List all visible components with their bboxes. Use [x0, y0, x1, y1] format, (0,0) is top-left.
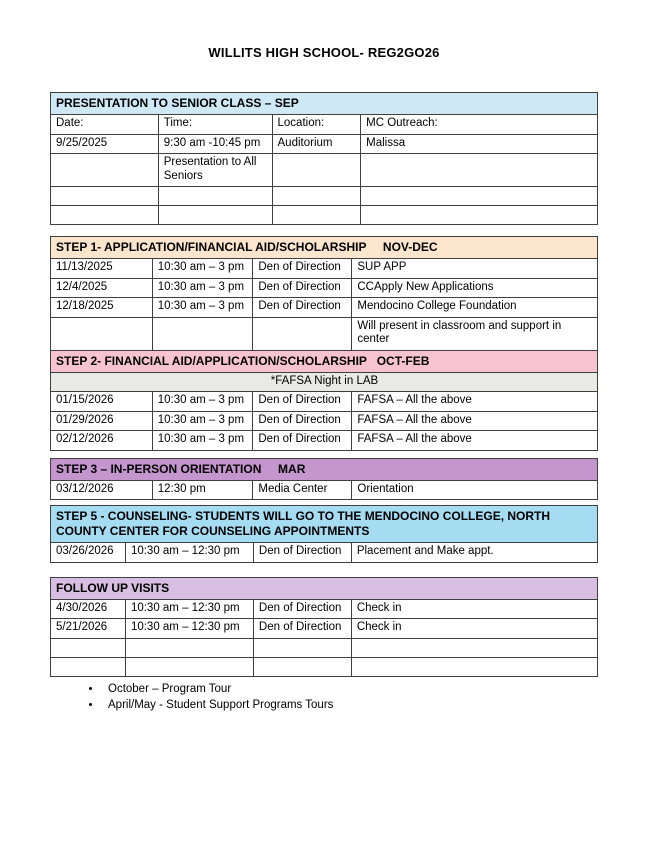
section-banner: STEP 1- APPLICATION/FINANCIAL AID/SCHOLARSHIP NOV-DEC [51, 237, 598, 259]
page-title: WILLITS HIGH SCHOOL- REG2GO26 [208, 45, 440, 60]
table-cell [51, 187, 159, 206]
table-cell: 10:30 am – 12:30 pm [125, 599, 253, 619]
table-cell [51, 317, 153, 350]
table-cell: Auditorium [272, 134, 361, 154]
section-follow-up-visits [50, 577, 598, 677]
section-presentation-to-senior-class [50, 92, 598, 225]
table-cell: 10:30 am – 3 pm [152, 392, 253, 412]
table-cell [351, 638, 597, 657]
note-item: • October – Program Tour [102, 682, 598, 696]
table-cell: CCApply New Applications [352, 278, 598, 298]
table-cell: Date: [51, 115, 159, 135]
table-cell [125, 657, 253, 676]
table-cell: 9:30 am -10:45 pm [158, 134, 272, 154]
section-banner: STEP 2- FINANCIAL AID/APPLICATION/SCHOLARSHIP OCT-FEB [51, 350, 598, 372]
table-row [51, 577, 598, 599]
table-cell: 10:30 am – 3 pm [152, 259, 253, 279]
table-row [51, 506, 598, 543]
document-content [50, 92, 598, 712]
table-cell [361, 154, 598, 187]
table-row [51, 134, 598, 154]
table-cell: Den of Direction [253, 431, 352, 451]
table-row [51, 187, 598, 206]
section-step-1-and-step-2 [50, 236, 598, 451]
table-cell [51, 638, 126, 657]
table-row [51, 206, 598, 225]
table-cell: 9/25/2025 [51, 134, 159, 154]
table-cell: Location: [272, 115, 361, 135]
table-cell: Orientation [352, 480, 598, 500]
table-cell: Placement and Make appt. [351, 543, 597, 563]
section-banner: FOLLOW UP VISITS [51, 577, 598, 599]
table-cell: 12:30 pm [152, 480, 253, 500]
table-cell: FAFSA – All the above [352, 411, 598, 431]
table-cell: 10:30 am – 12:30 pm [125, 619, 253, 639]
table-cell: 4/30/2026 [51, 599, 126, 619]
table-cell [125, 638, 253, 657]
table-row [51, 619, 598, 639]
table-row [51, 317, 598, 350]
step-3-table [50, 458, 598, 501]
section-banner: STEP 5 - COUNSELING- STUDENTS WILL GO TO THE MENDOCINO COLLEGE, NORTH COUNTY CENTER FOR COUNSELING APPOINTMENTS [51, 506, 598, 543]
presentation-to-senior-class-table [50, 92, 598, 225]
table-row [51, 237, 598, 259]
section-banner: PRESENTATION TO SENIOR CLASS – SEP [51, 93, 598, 115]
table-cell: Media Center [253, 480, 352, 500]
table-cell: 03/12/2026 [51, 480, 153, 500]
table-cell: Den of Direction [253, 411, 352, 431]
table-cell: 01/15/2026 [51, 392, 153, 412]
table-cell: 12/4/2025 [51, 278, 153, 298]
table-cell [272, 154, 361, 187]
table-cell: 02/12/2026 [51, 431, 153, 451]
table-row [51, 278, 598, 298]
table-cell: 5/21/2026 [51, 619, 126, 639]
table-cell: Den of Direction [253, 259, 352, 279]
table-row [51, 350, 598, 372]
table-row [51, 93, 598, 115]
table-cell: 10:30 am – 3 pm [152, 411, 253, 431]
table-cell: Den of Direction [253, 278, 352, 298]
table-cell: Den of Direction [253, 298, 352, 318]
table-row [51, 638, 598, 657]
table-cell: Mendocino College Foundation [352, 298, 598, 318]
table-cell [51, 206, 159, 225]
table-row [51, 392, 598, 412]
table-row [51, 154, 598, 187]
section-step-3 [50, 458, 598, 501]
table-row [51, 298, 598, 318]
table-row [51, 458, 598, 480]
table-cell: Den of Direction [253, 392, 352, 412]
notes-list [50, 682, 598, 712]
section-step-5 [50, 505, 598, 563]
table-cell: Malissa [361, 134, 598, 154]
table-cell: Den of Direction [253, 599, 351, 619]
table-cell: Check in [351, 619, 597, 639]
table-cell [152, 317, 253, 350]
table-cell [253, 638, 351, 657]
table-row [51, 543, 598, 563]
table-cell: Den of Direction [253, 619, 351, 639]
step-5-table [50, 505, 598, 563]
table-cell: Will present in classroom and support in center [352, 317, 598, 350]
table-cell: 12/18/2025 [51, 298, 153, 318]
table-cell [351, 657, 597, 676]
table-cell [361, 187, 598, 206]
table-cell: 10:30 am – 12:30 pm [125, 543, 253, 563]
section-banner: STEP 3 – IN-PERSON ORIENTATION MAR [51, 458, 598, 480]
table-cell: 10:30 am – 3 pm [152, 431, 253, 451]
table-cell: MC Outreach: [361, 115, 598, 135]
table-row [51, 372, 598, 392]
table-row [51, 431, 598, 451]
table-cell: Time: [158, 115, 272, 135]
follow-up-visits-table [50, 577, 598, 677]
table-cell: SUP APP [352, 259, 598, 279]
table-cell [253, 657, 351, 676]
table-cell: FAFSA – All the above [352, 431, 598, 451]
table-cell [51, 154, 159, 187]
table-cell: Check in [351, 599, 597, 619]
table-cell [51, 657, 126, 676]
table-cell: Den of Direction [253, 543, 351, 563]
table-cell [272, 206, 361, 225]
table-row [51, 657, 598, 676]
table-row [51, 115, 598, 135]
merged-note-cell: *FAFSA Night in LAB [51, 372, 598, 392]
table-cell: 03/26/2026 [51, 543, 126, 563]
table-cell [158, 206, 272, 225]
table-row [51, 259, 598, 279]
table-row [51, 599, 598, 619]
table-row [51, 411, 598, 431]
table-cell: 10:30 am – 3 pm [152, 278, 253, 298]
table-cell: 10:30 am – 3 pm [152, 298, 253, 318]
table-cell [253, 317, 352, 350]
table-cell [158, 187, 272, 206]
step-1-and-step-2-table [50, 236, 598, 451]
table-row [51, 480, 598, 500]
note-item: • April/May - Student Support Programs Tours [102, 698, 598, 712]
table-cell: FAFSA – All the above [352, 392, 598, 412]
table-cell: Presentation to All Seniors [158, 154, 272, 187]
table-cell: 01/29/2026 [51, 411, 153, 431]
table-cell [272, 187, 361, 206]
table-cell [361, 206, 598, 225]
table-cell: 11/13/2025 [51, 259, 153, 279]
